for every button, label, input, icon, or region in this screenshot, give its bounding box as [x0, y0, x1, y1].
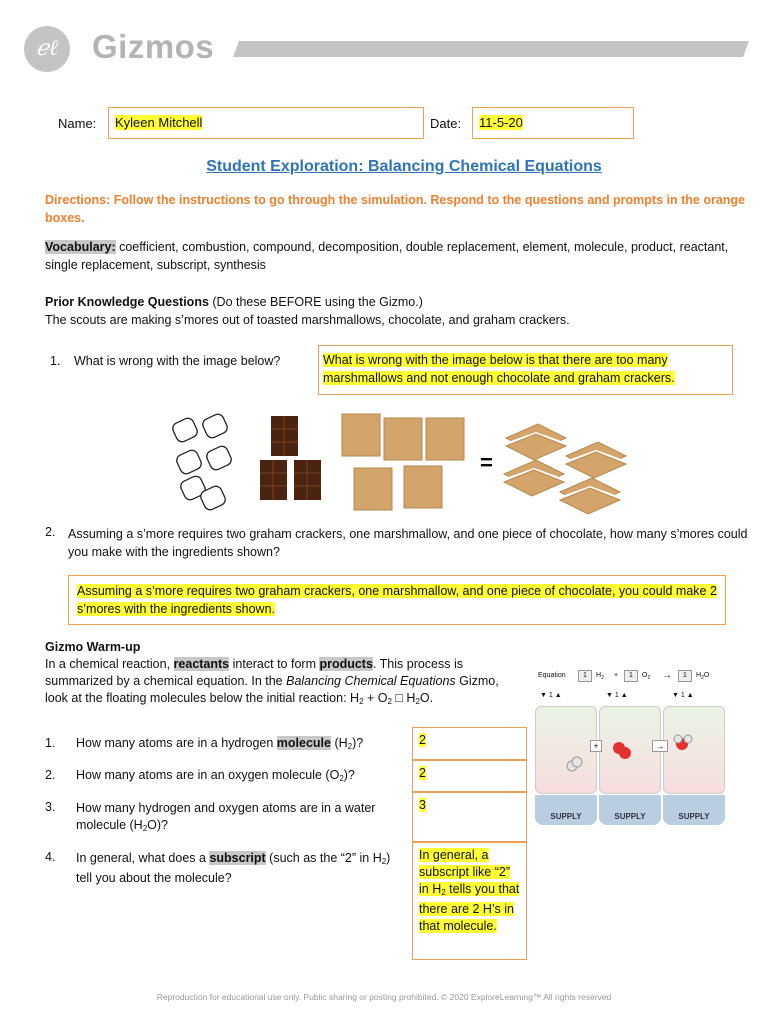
warmup-paragraph [45, 656, 513, 710]
wu-a3-text: 3 [419, 798, 426, 812]
wu-q1-sub: 2 [347, 742, 353, 751]
vocabulary-label: Vocabulary: [45, 240, 116, 254]
prior-knowledge-heading: Prior Knowledge Questions [45, 295, 209, 309]
equation-label: Equation [538, 672, 566, 679]
wu-q4-sub: 2 [381, 857, 387, 866]
oxygen-molecule-icon [613, 742, 631, 759]
wu-q4-c: ) tell you about the molecule? [76, 851, 391, 885]
wu-q3-text [76, 800, 376, 837]
vocabulary-terms: coefficient, combustion, compound, decomposition, double replacement, element, molecule, product, reactant, single replacement, subscript, synthesis [45, 240, 729, 272]
keyword-products: products [319, 657, 373, 671]
wu-q1-number: 1. [45, 736, 56, 750]
counter-3[interactable]: ▼ 1 ▲ [672, 692, 694, 699]
wu-q4-a: In general, what does a [76, 851, 210, 865]
wu-a2-box[interactable] [412, 760, 527, 792]
warmup-text-g: O. [419, 691, 434, 705]
chocolate-icons [260, 416, 321, 500]
sub-b: 2 [387, 697, 392, 706]
pk-a1-box[interactable] [318, 345, 733, 395]
date-field[interactable] [472, 107, 634, 139]
wu-a3-box[interactable] [412, 792, 527, 842]
counter-1[interactable]: ▼ 1 ▲ [540, 692, 562, 699]
brand-title: Gizmos [92, 28, 215, 65]
sub-c: 2 [415, 697, 420, 706]
pk-q1-number: 1. [50, 354, 61, 368]
species-1: $H_2$ [596, 672, 604, 681]
plus-sign: + [614, 672, 619, 679]
wu-a2-text: 2 [419, 766, 426, 780]
coef-1[interactable]: 1 [578, 670, 592, 682]
wu-q3-number: 3. [45, 800, 56, 814]
prior-knowledge [45, 293, 755, 329]
name-label: Name: [58, 116, 97, 131]
footer: Reproduction for educational use only. Public sharing or posting prohibited. © 2020 ExploreLearning™ All rights reserved [156, 992, 612, 1002]
directions: Directions: Follow the instructions to go through the simulation. Respond to the questions and prompts in the orange boxes. [45, 193, 745, 225]
wu-q4-b: (such as the “2” in H [265, 851, 382, 865]
page-title: Student Exploration: Balancing Chemical Equations [206, 158, 602, 175]
wu-q2-sub: 2 [339, 774, 344, 783]
wu-a4-sub: 2 [441, 888, 446, 897]
supply-button-2[interactable]: SUPPLY [599, 795, 661, 825]
smores-illustration [168, 410, 638, 520]
species-3: $H_2O$ [696, 672, 710, 681]
pk-a2-text: Assuming a s’more requires two graham crackers, one marshmallow, and one piece of chocolate, you could make 2 s’mores with the ingredients shown. [77, 584, 717, 616]
plus-box: + [590, 740, 602, 752]
species-2: $O_2$ [642, 672, 651, 681]
wu-q2-number: 2. [45, 768, 56, 782]
coef-2[interactable]: 1 [624, 670, 638, 682]
wu-q1-b: (H [330, 736, 348, 750]
warmup-text-d: Gizmo, look at the floating molecules below the initial reaction: H [45, 674, 499, 705]
coef-3[interactable]: 1 [678, 670, 692, 682]
keyword-molecule: molecule [276, 736, 331, 750]
water-molecule-icon [674, 735, 692, 750]
wu-a1-text: 2 [419, 733, 426, 747]
wu-q3-sub: 2 [142, 824, 148, 833]
wu-q2-c: )? [343, 768, 355, 782]
wu-a4-a: In general, a subscript like “2” in H [419, 848, 510, 896]
wu-q4-text [76, 850, 406, 887]
wu-q3-c: O)? [147, 818, 168, 832]
pk-q2-number: 2. [45, 525, 56, 539]
header [0, 0, 768, 95]
warmup-text-f: □ H [391, 691, 416, 705]
name-field[interactable] [108, 107, 424, 139]
arrow-box: → [652, 740, 668, 752]
prior-knowledge-intro: The scouts are making s’mores out of toasted marshmallows, chocolate, and graham crackers. [45, 313, 570, 327]
keyword-reactants: reactants [173, 657, 230, 671]
supply-button-3[interactable]: SUPPLY [663, 795, 725, 825]
wu-a1-box[interactable] [412, 727, 527, 760]
vocabulary [45, 238, 755, 274]
wu-q1-text [76, 736, 406, 751]
sub-a: 2 [359, 697, 364, 706]
wu-q1-a: How many atoms are in a hydrogen [76, 736, 277, 750]
pk-a2-box[interactable] [68, 575, 726, 625]
header-bar [233, 41, 749, 57]
warmup-text-e: + O [363, 691, 388, 705]
counter-2[interactable]: ▼ 1 ▲ [606, 692, 628, 699]
warmup-text-a: In a chemical reaction, [45, 657, 174, 671]
hydrogen-molecule-icon [567, 757, 582, 771]
smore-icons [504, 424, 626, 514]
wu-a4-text [419, 848, 519, 933]
pk-q1-text: What is wrong with the image below? [74, 354, 281, 368]
prior-knowledge-note: (Do these BEFORE using the Gizmo.) [208, 295, 423, 309]
wu-a4-b: tells you that there are 2 H’s in that molecule. [419, 882, 520, 933]
wu-q1-c: )? [352, 736, 364, 750]
equals-sign: = [480, 450, 493, 475]
graham-cracker-icons [342, 414, 464, 510]
warmup-text-b: interact to form [229, 657, 320, 671]
date-value: 11-5-20 [479, 115, 523, 130]
gizmo-name: Balancing Chemical Equations [286, 674, 456, 688]
gizmo-simulation [532, 662, 732, 827]
smores-image [168, 410, 638, 520]
wu-q4-number: 4. [45, 850, 56, 864]
wu-q3-a: How many hydrogen and oxygen atoms are in a water molecule (H [76, 801, 376, 832]
wu-q2-text [76, 768, 406, 783]
explorelearning-logo-icon: ℯℓ [24, 26, 70, 72]
marshmallow-icons [171, 412, 233, 511]
reaction-arrow: → [662, 670, 672, 681]
date-label: Date: [430, 116, 462, 131]
pk-q2-text: Assuming a s’more requires two graham crackers, one marshmallow, and one piece of chocolate, how many s’mores could you make with the ingredients shown? [68, 527, 748, 559]
wu-a4-box[interactable] [412, 842, 527, 960]
keyword-subscript: subscript [209, 851, 266, 865]
wu-q2-a: How many atoms are in an oxygen molecule (O [76, 768, 340, 782]
warmup-heading: Gizmo Warm-up [45, 640, 141, 654]
supply-button-1[interactable]: SUPPLY [535, 795, 597, 825]
warmup-text-c: . This process is summarized by a chemical equation. In the [45, 657, 464, 688]
name-value: Kyleen Mitchell [115, 115, 203, 130]
pk-a1-text: What is wrong with the image below is that there are too many marshmallows and not enough chocolate and graham crackers. [323, 353, 675, 385]
